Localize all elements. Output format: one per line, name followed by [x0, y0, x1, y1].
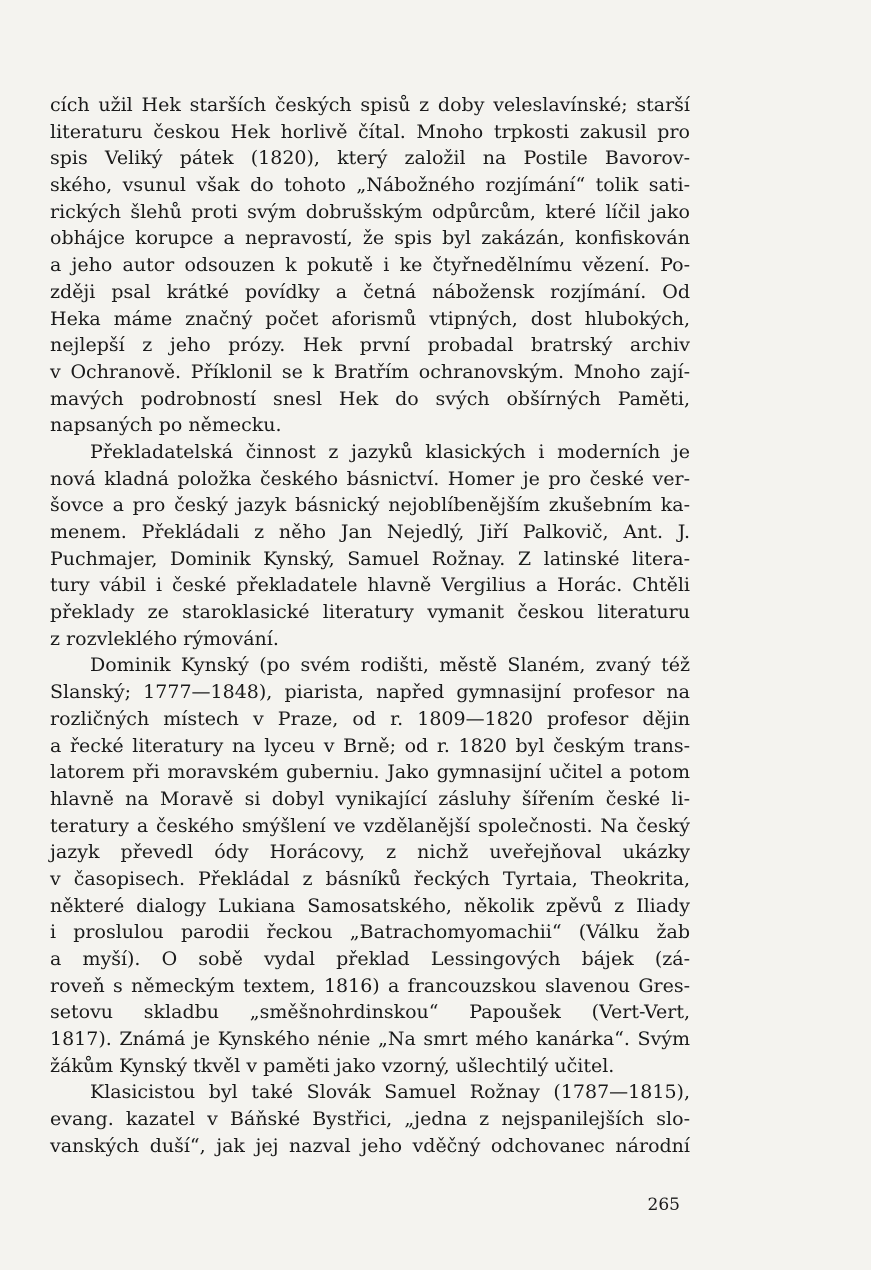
text-line: tury vábil i české překladatele hlavně Vergilius a Horác. Chtěli [50, 574, 690, 597]
text-line: teratury a českého smýšlení ve vzdělanější společnosti. Na český [50, 814, 690, 837]
text-line: mavých podrobností snesl Hek do svých obšírných Paměti, [50, 387, 690, 410]
text-line: zději psal krátké povídky a četná nábožensk rozjímání. Od [50, 280, 690, 303]
text-line: obhájce korupce a nepravostí, že spis byl zakázán, konfiskován [50, 227, 690, 250]
text-line: Dominik Kynský (po svém rodišti, městě Slaném, zvaný též [90, 654, 690, 677]
text-line: spis Veliký pátek (1820), který založil na Postile Bavorov- [50, 147, 690, 170]
text-line: Překladatelská činnost z jazyků klasických i moderních je [90, 440, 690, 463]
text-line: v časopisech. Překládal z básníků řeckých Tyrtaia, Theokrita, [50, 867, 690, 890]
text-line: rozličných místech v Praze, od r. 1809—1820 profesor dějin [50, 707, 690, 730]
text-line: a řecké literatury na lyceu v Brně; od r. 1820 byl českým trans- [50, 734, 690, 757]
text-line: z rozvleklého rýmování. [50, 627, 279, 650]
text-line: cích užil Hek starších českých spisů z doby veleslavínské; starší [50, 94, 690, 116]
text-line: nová kladná položka českého básnictví. Homer je pro české ver- [50, 467, 690, 490]
text-line: 1817). Známá je Kynského nénie „Na smrt mého kanárka“. Svým [50, 1028, 690, 1051]
text-line: Klasicistou byl také Slovák Samuel Rožnay (1787—1815), [90, 1081, 690, 1104]
text-line: napsaných po německu. [50, 414, 282, 437]
text-line: roveň s německým textem, 1816) a francouzskou slavenou Gres- [50, 974, 690, 997]
text-line: a myší). O sobě vydal překlad Lessingových bájek (zá- [50, 948, 690, 970]
text-line: Puchmajer, Dominik Kynský, Samuel Rožnay. Z latinské litera- [50, 547, 690, 570]
text-line: setovu skladbu „směšnohrdinskou“ Papoušek (Vert-Vert, [50, 1001, 690, 1024]
text-line: jazyk převedl ódy Horácovy, z nichž uveřejňoval ukázky [50, 841, 690, 864]
text-line: některé dialogy Lukiana Samosatského, několik zpěvů z Iliady [50, 894, 690, 917]
text-line: literaturu českou Hek horlivě čítal. Mnoho trpkosti zakusil pro [50, 120, 690, 143]
text-line: v Ochranově. Příklonil se k Bratřím ochranovským. Mnoho zají- [50, 360, 690, 383]
text-line: překlady ze staroklasické literatury vymanit českou literaturu [50, 601, 690, 624]
page-number: 265 [647, 1195, 680, 1215]
text-line: nejlepší z jeho prózy. Hek první probadal bratrský archiv [50, 334, 690, 357]
text-line: vanských duší“, jak jej nazval jeho vděčný odchovanec národní [50, 1134, 690, 1157]
text-line: hlavně na Moravě si dobyl vynikající zásluhy šířením české li- [50, 787, 690, 810]
body-text [50, 92, 690, 1160]
text-line: latorem při moravském guberniu. Jako gymnasijní učitel a potom [50, 761, 690, 784]
text-line: Slanský; 1777—1848), piarista, napřed gymnasijní profesor na [50, 681, 690, 704]
text-line: ského, vsunul však do tohoto „Nábožného rozjímání“ tolik sati- [50, 174, 690, 197]
text-line: žákům Kynský tkvěl v paměti jako vzorný, ušlechtilý učitel. [50, 1054, 615, 1077]
text-line: šovce a pro český jazyk básnický nejoblíbenějším zkušebním ka- [50, 494, 690, 517]
text-line: a jeho autor odsouzen k pokutě i ke čtyřnedělnímu vězení. Po- [50, 254, 690, 277]
text-line: menem. Překládali z něho Jan Nejedlý, Jiří Palkovič, Ant. J. [50, 521, 690, 543]
text-line: i proslulou parodii řeckou „Batrachomyomachii“ (Válku žab [50, 921, 690, 944]
text-line: evang. kazatel v Báňské Bystřici, „jedna z nejspanilejších slo- [50, 1108, 690, 1131]
text-line: Heka máme značný počet aforismů vtipných, dost hlubokých, [50, 307, 690, 330]
text-line: rických šlehů proti svým dobrušským odpůrcům, které líčil jako [50, 200, 690, 223]
